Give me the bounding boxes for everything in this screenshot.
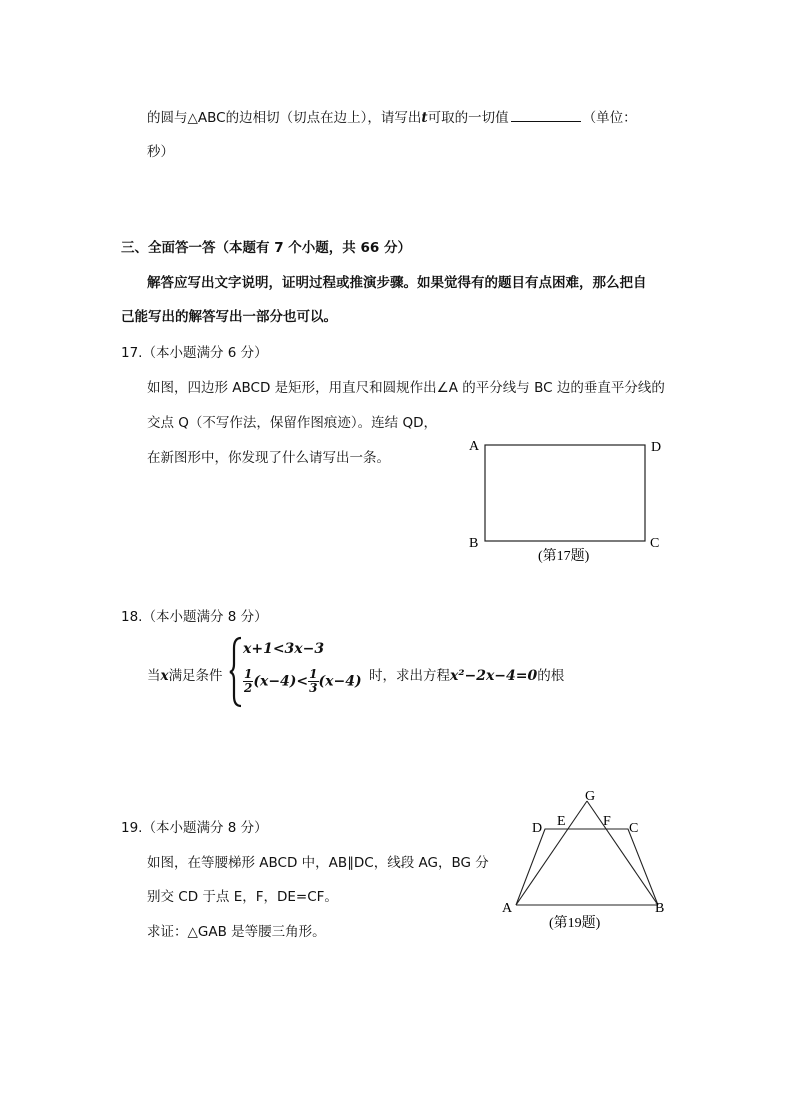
label-g: G [585,789,596,804]
figure-caption: (第19题) [549,916,601,931]
label-b: B [469,536,479,551]
q19-line2: 别交 CD 于点 E，F，DE=CF。 [147,889,338,905]
label-c: C [650,536,660,551]
segment-bg [587,801,658,905]
q17-line2: 交点 Q（不写作法，保留作图痕迹）。连结 QD， [147,415,437,431]
fraction-half: $\frac{1}{2}$ [244,667,253,695]
q18-prefix-group [147,664,223,684]
label-a: A [469,439,480,454]
trapezoid-sides [516,829,658,905]
q17-number: 17.（本小题满分 6 分） [121,345,268,361]
label-e: E [557,814,566,829]
section3-instruction-line1: 解答应写出文字说明，证明过程或推演步骤。如果觉得有的题目有点困难，那么把自 [147,275,647,291]
label-f: F [603,814,611,829]
system-brace [229,636,243,708]
q18-cond-text: 满足条件 [168,668,223,684]
q17-line3: 在新图形中，你发现了什么请写出一条。 [147,450,390,466]
q19-line3: 求证：△GAB 是等腰三角形。 [147,924,326,940]
q16-text-part3: （单位： [582,110,637,126]
segment-ag [516,801,587,905]
q17-line1: 如图，四边形 ABCD 是矩形，用直尺和圆规作出∠A 的平分线与 BC 边的垂直平分线的 [147,380,665,396]
q17-rectangle-figure [460,430,675,570]
label-a: A [502,901,513,916]
q18-suffix-group [369,664,564,684]
q19-line1: 如图，在等腰梯形 ABCD 中，AB∥DC，线段 AG，BG 分 [147,855,489,871]
q19-number: 19.（本小题满分 8 分） [121,820,268,836]
inequality-1: x+1<3x−3 [243,641,325,657]
q18-equation: x²−2x−4=0 [450,668,538,684]
inequality-2 [243,668,362,695]
variable-t: t [421,110,428,126]
label-b: B [655,901,665,916]
section3-heading: 三、全面答一答（本题有 7 个小题，共 66 分） [121,240,411,256]
answer-blank [511,109,581,122]
label-d: D [532,821,543,836]
ineq2-middle: (x−4)< [253,673,309,690]
fraction-third: $\frac{1}{3}$ [309,667,318,695]
q18-number: 18.（本小题满分 8 分） [121,609,268,625]
section3-instruction-line2: 己能写出的解答写出一部分也可以。 [121,309,337,325]
q16-text-part2: 可取的一切值 [427,110,509,126]
q18-prefix: 当 [147,668,161,684]
q18-end: 的根 [537,668,565,684]
q16-text-part1: 的圆与△ABC的边相切（切点在边上），请写出 [147,110,422,126]
label-d: D [651,440,662,455]
q19-trapezoid-figure [495,785,675,935]
variable-x: x [160,668,169,684]
label-c: C [629,821,639,836]
rectangle-abcd [485,445,645,541]
ineq2-end: (x−4) [318,673,362,690]
q16-continuation-line [147,106,637,126]
q18-suffix: 时，求出方程 [369,668,450,684]
q16-unit-line: 秒） [147,144,174,160]
figure-caption: (第17题) [538,549,590,564]
